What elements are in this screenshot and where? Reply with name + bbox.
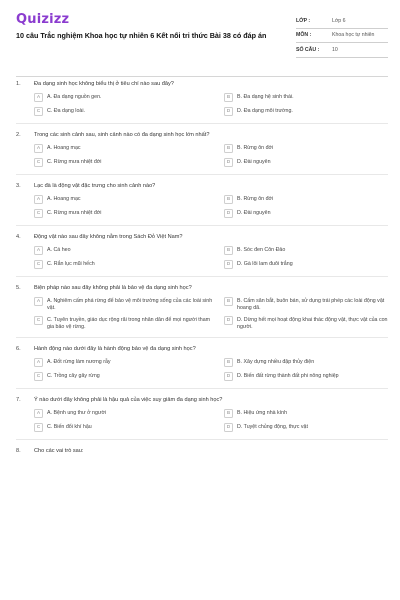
answer-option[interactable]: [34, 423, 216, 432]
answer-option[interactable]: [34, 316, 216, 330]
option-text: B. Rừng ôn đới: [237, 145, 274, 151]
answer-option[interactable]: [224, 316, 394, 330]
answer-option[interactable]: [34, 409, 216, 418]
question-item: [16, 233, 388, 269]
answer-option[interactable]: [224, 358, 394, 367]
option-text: A. Đa dạng nguồn gen.: [47, 94, 102, 100]
option-text: C. Trồng cây gây rừng: [47, 373, 100, 379]
option-text: B. Cấm săn bắt, buôn bán, sử dụng trái phép các loài động vật hoang dã.: [237, 298, 385, 311]
option-letter-badge: D: [224, 316, 233, 325]
worksheet-header: [0, 0, 400, 72]
option-letter-badge: A: [34, 246, 43, 255]
meta-key-count: SỐ CÂU :: [296, 46, 320, 53]
option-letter-badge: A: [34, 409, 43, 418]
option-letter-badge: D: [224, 423, 233, 432]
meta-row-count: [296, 43, 388, 58]
option-text: A. Đốt rừng làm nương rẫy: [47, 359, 111, 365]
question-item: [16, 80, 388, 116]
question-line: [16, 396, 388, 404]
option-text: C. Tuyên truyền, giáo dục rộng rãi trong nhân dân để mọi người tham gia bảo vệ rừng.: [47, 317, 211, 330]
option-letter-badge: B: [224, 246, 233, 255]
answer-option[interactable]: [34, 246, 216, 255]
option-letter-badge: C: [34, 209, 43, 218]
answer-option[interactable]: [34, 195, 216, 204]
answer-option[interactable]: [224, 423, 394, 432]
option-letter-badge: C: [34, 372, 43, 381]
option-letter-badge: C: [34, 158, 43, 167]
answer-option[interactable]: [34, 93, 216, 102]
option-letter-badge: B: [224, 358, 233, 367]
question-number: 4.: [16, 234, 21, 240]
answer-option[interactable]: [224, 144, 394, 153]
meta-value-count: 10: [332, 46, 338, 53]
question-line: [16, 284, 388, 292]
option-letter-badge: C: [34, 423, 43, 432]
option-letter-badge: D: [224, 372, 233, 381]
question-text: Lạc đà là động vật đặc trưng cho sinh cảnh nào?: [34, 183, 156, 189]
answer-options: [34, 297, 388, 330]
option-letter-badge: B: [224, 144, 233, 153]
question-separator: [16, 439, 388, 440]
question-separator: [16, 225, 388, 226]
option-letter-badge: C: [34, 107, 43, 116]
answer-option[interactable]: [34, 372, 216, 381]
answer-options: [34, 358, 388, 381]
question-text: Động vật nào sau đây không nằm trong Sách Đỏ Việt Nam?: [34, 234, 183, 240]
option-text: D. Tuyệt chủng động, thực vật: [237, 424, 308, 430]
question-text: Trong các sinh cảnh sau, sinh cảnh nào có đa dạng sinh học lớn nhất?: [34, 132, 210, 138]
question-separator: [16, 276, 388, 277]
answer-option[interactable]: [224, 195, 394, 204]
option-text: A. Bệnh ung thư ở người: [47, 410, 107, 416]
option-letter-badge: A: [34, 358, 43, 367]
answer-option[interactable]: [34, 144, 216, 153]
meta-value-subject: Khoa học tự nhiên: [332, 32, 375, 39]
option-text: B. Đa dạng hệ sinh thái.: [237, 94, 294, 100]
question-number: 6.: [16, 346, 21, 352]
meta-row-class: [296, 14, 388, 29]
question-text: Biện pháp nào sau đây không phải là bảo vệ đa dạng sinh học?: [34, 285, 192, 291]
question-line: [16, 182, 388, 190]
question-item: [16, 447, 388, 455]
answer-option[interactable]: [224, 409, 394, 418]
option-text: A. Nghiêm cấm phá rừng để bảo vệ môi trường sống của các loài sinh vật.: [47, 298, 213, 311]
option-letter-badge: D: [224, 260, 233, 269]
question-text: Cho các vai trò sau:: [34, 448, 84, 454]
option-text: B. Hiệu ứng nhà kính: [237, 410, 288, 416]
option-letter-badge: D: [224, 107, 233, 116]
answer-option[interactable]: [34, 260, 216, 269]
question-number: 8.: [16, 448, 21, 454]
option-letter-badge: B: [224, 297, 233, 306]
meta-value-class: Lớp 6: [332, 17, 346, 24]
question-line: [16, 80, 388, 88]
option-text: C. Rừng mưa nhiệt đới: [47, 210, 102, 216]
answer-option[interactable]: [224, 158, 394, 167]
option-letter-badge: B: [224, 195, 233, 204]
answer-option[interactable]: [224, 209, 394, 218]
question-number: 2.: [16, 132, 21, 138]
option-letter-badge: A: [34, 144, 43, 153]
question-line: [16, 345, 388, 353]
answer-option[interactable]: [224, 93, 394, 102]
answer-options: [34, 93, 388, 116]
option-text: D. Biến đất rừng thành đất phi nông nghiệp: [237, 373, 339, 379]
question-number: 7.: [16, 397, 21, 403]
question-item: [16, 345, 388, 381]
question-item: [16, 182, 388, 218]
option-text: D. Đa dạng môi trường.: [237, 108, 293, 114]
question-item: [16, 396, 388, 432]
answer-option[interactable]: [34, 158, 216, 167]
option-letter-badge: D: [224, 209, 233, 218]
question-text: Ý nào dưới đây không phải là hậu quả của việc suy giảm đa dạng sinh học?: [34, 397, 223, 403]
question-line: [16, 447, 388, 455]
question-separator: [16, 123, 388, 124]
meta-key-subject: MÔN :: [296, 32, 312, 39]
answer-options: [34, 409, 388, 432]
quizizz-logo[interactable]: Quizizz: [16, 12, 70, 27]
answer-option[interactable]: [224, 372, 394, 381]
answer-options: [34, 246, 388, 269]
question-text: Hành động nào dưới đây là hành động bảo vệ đa dạng sinh học?: [34, 346, 196, 352]
worksheet-title: 10 câu Trắc nghiệm Khoa học tự nhiên 6 Kết nối tri thức Bài 38 có đáp án: [16, 31, 267, 40]
answer-option[interactable]: [34, 358, 216, 367]
question-item: [16, 284, 388, 330]
option-text: B. Xây dựng nhiều đập thủy điện: [237, 359, 315, 365]
header-divider: [16, 76, 388, 77]
option-letter-badge: B: [224, 93, 233, 102]
answer-option[interactable]: [34, 209, 216, 218]
question-item: [16, 131, 388, 167]
question-number: 5.: [16, 285, 21, 291]
answer-option[interactable]: [224, 246, 394, 255]
option-letter-badge: C: [34, 260, 43, 269]
option-text: A. Hoang mạc: [47, 196, 81, 202]
answer-option[interactable]: [34, 107, 216, 116]
question-separator: [16, 337, 388, 338]
option-letter-badge: A: [34, 195, 43, 204]
question-line: [16, 131, 388, 139]
question-line: [16, 233, 388, 241]
option-text: C. Biến đổi khí hậu: [47, 424, 92, 430]
option-text: A. Hoang mạc: [47, 145, 81, 151]
answer-option[interactable]: [224, 260, 394, 269]
worksheet-meta-table: [296, 14, 388, 58]
option-letter-badge: D: [224, 158, 233, 167]
option-text: C. Rắn lục mũi hếch: [47, 261, 95, 267]
option-letter-badge: B: [224, 409, 233, 418]
question-text: Đa dạng sinh học không biểu thị ở tiêu chí nào sau đây?: [34, 81, 174, 87]
option-letter-badge: A: [34, 93, 43, 102]
option-text: A. Cá heo: [47, 247, 71, 253]
meta-key-class: LỚP :: [296, 17, 311, 24]
question-number: 1.: [16, 81, 21, 87]
option-text: B. Sóc đen Côn Đảo: [237, 247, 286, 253]
question-separator: [16, 174, 388, 175]
meta-row-subject: [296, 29, 388, 44]
option-text: D. Đài nguyên: [237, 210, 271, 216]
option-text: D. Đài nguyên: [237, 159, 271, 165]
answer-options: [34, 195, 388, 218]
option-text: D. Gà lôi lam đuôi trắng: [237, 261, 293, 267]
option-letter-badge: A: [34, 297, 43, 306]
answer-options: [34, 144, 388, 167]
answer-option[interactable]: [34, 297, 216, 311]
option-text: C. Đa dạng loài.: [47, 108, 85, 114]
option-text: C. Rừng mưa nhiệt đới: [47, 159, 102, 165]
question-separator: [16, 388, 388, 389]
option-text: B. Rừng ôn đới: [237, 196, 274, 202]
option-letter-badge: C: [34, 316, 43, 325]
question-number: 3.: [16, 183, 21, 189]
answer-option[interactable]: [224, 107, 394, 116]
option-text: D. Dừng hết mọi hoạt động khai thác động vật, thực vật của con người.: [237, 317, 388, 330]
answer-option[interactable]: [224, 297, 394, 311]
question-list: [0, 80, 400, 455]
